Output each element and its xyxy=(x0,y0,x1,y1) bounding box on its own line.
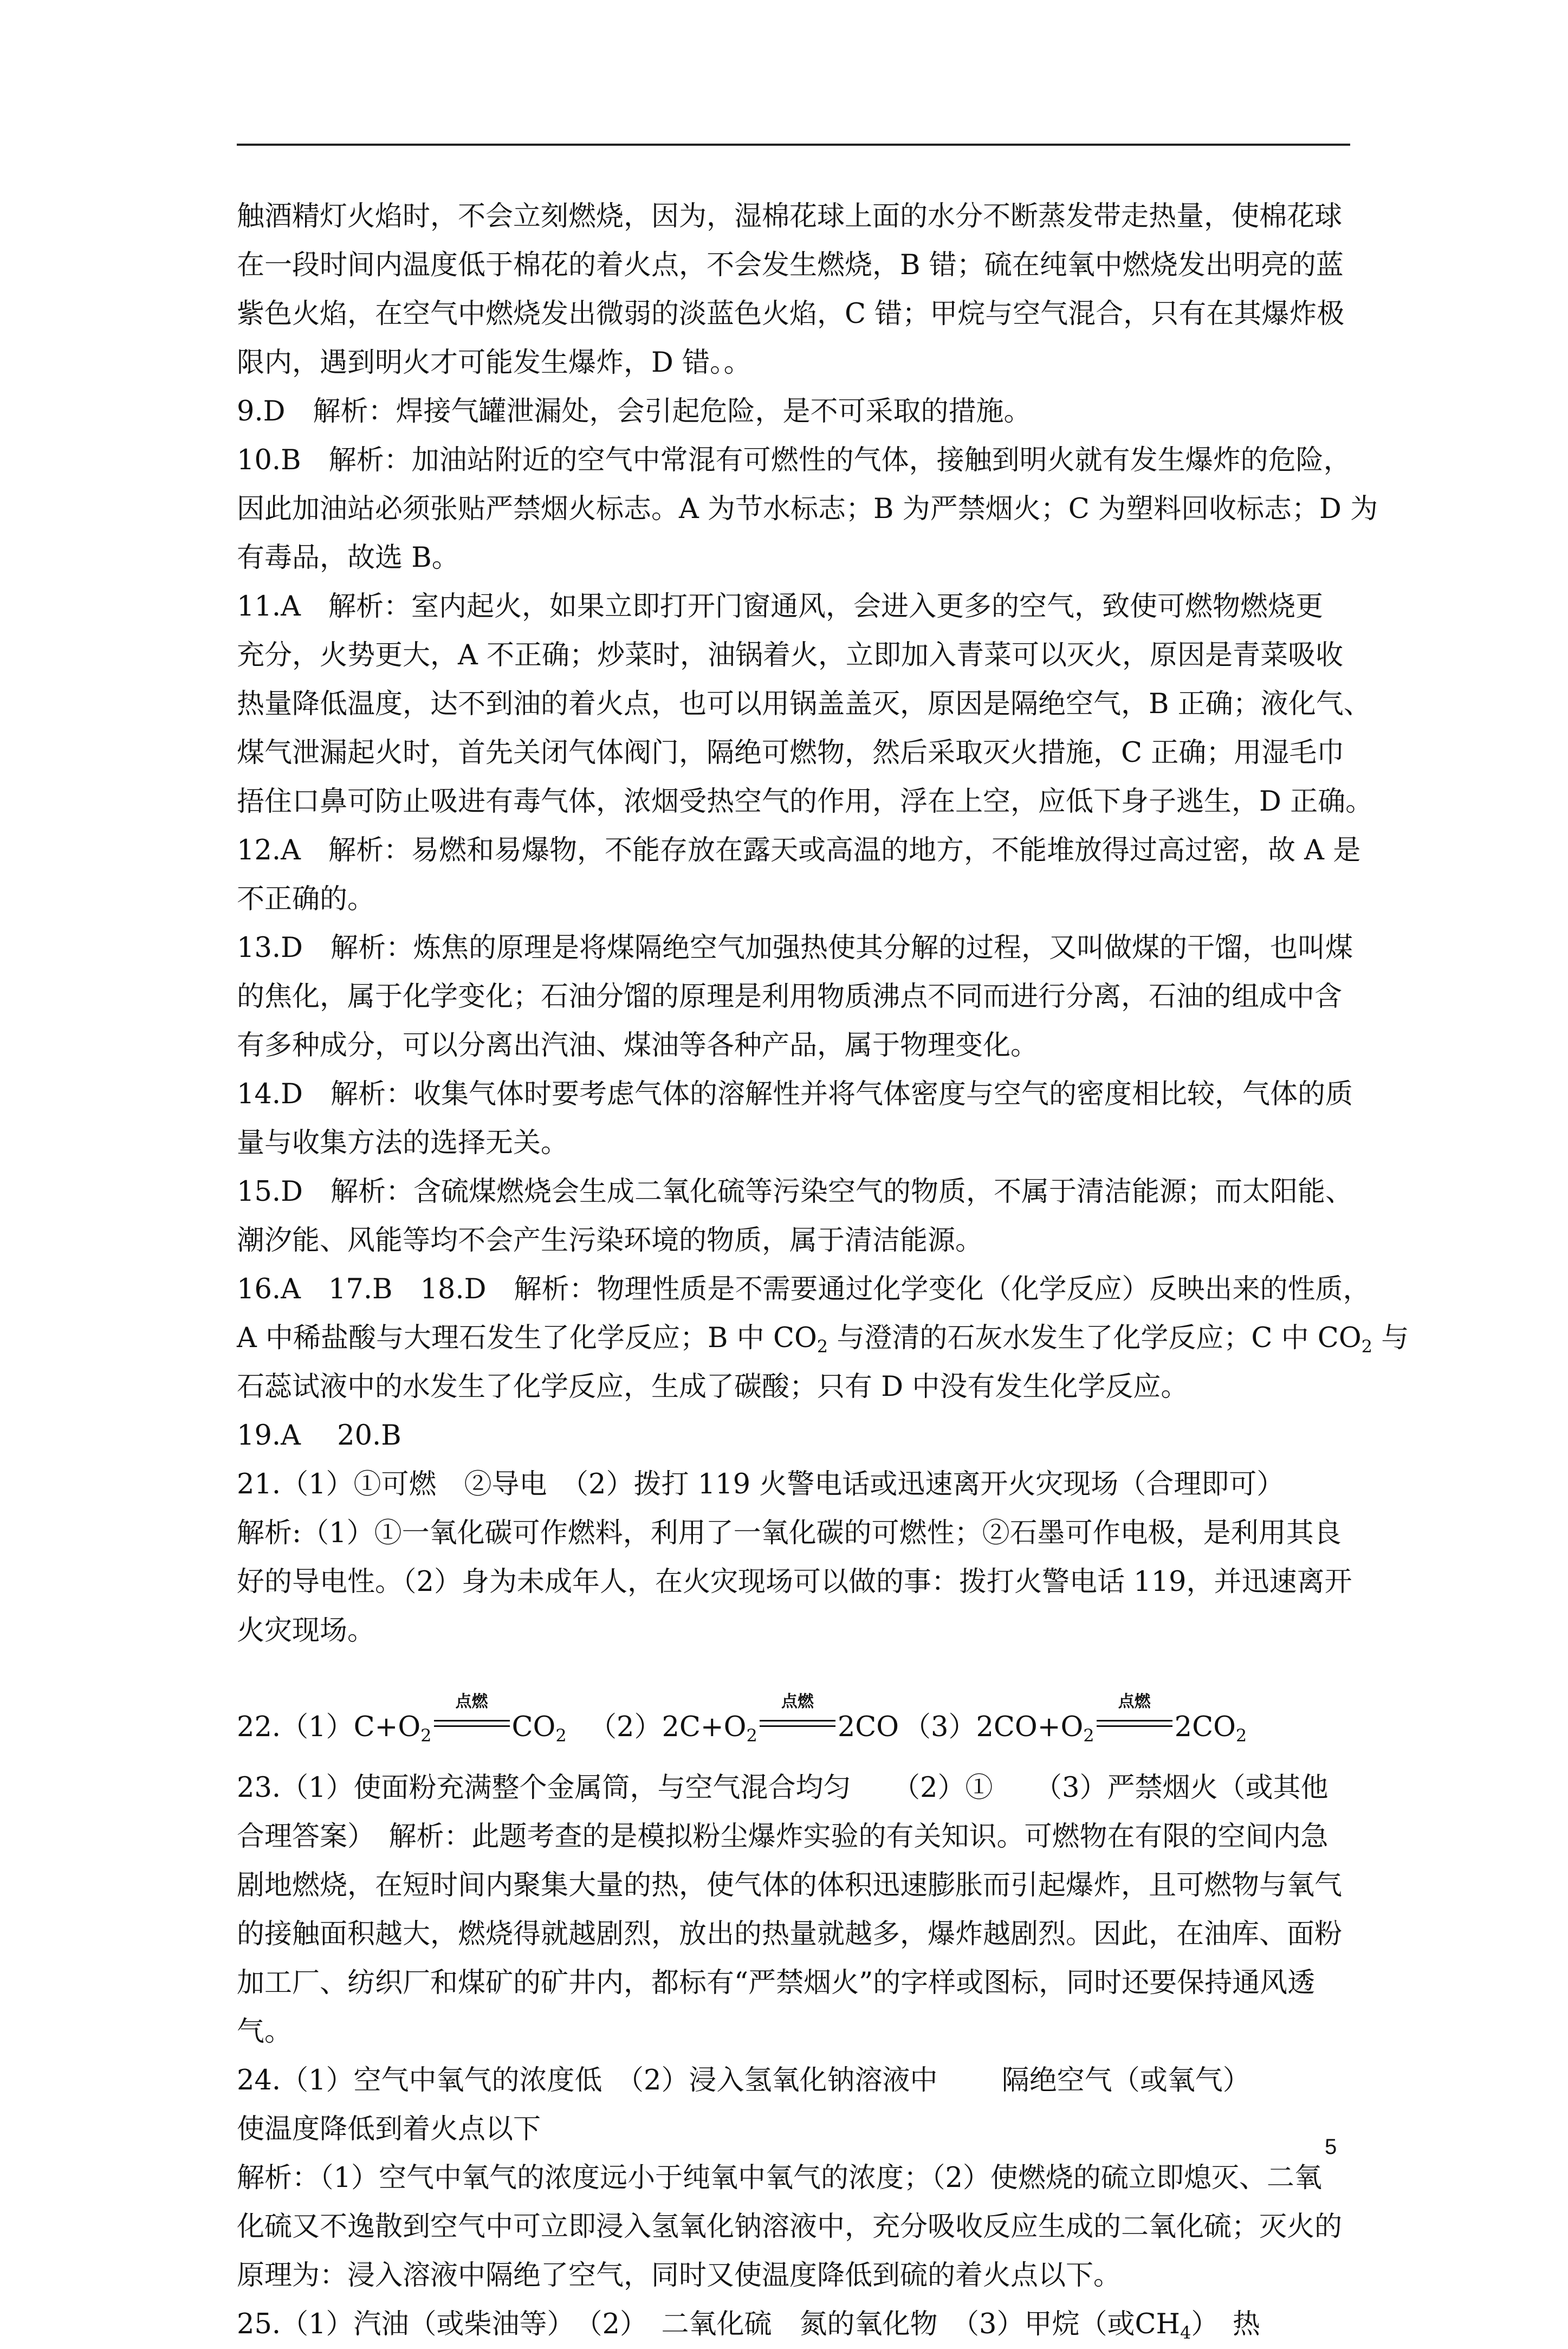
text-line: 的焦化，属于化学变化；石油分馏的原理是利用物质沸点不同而进行分离，石油的组成中含 xyxy=(237,981,1343,1013)
reaction-arrow: 点燃 xyxy=(1097,1708,1172,1740)
text-line: 在一段时间内温度低于棉花的着火点，不会发生燃烧，B 错；硫在纯氧中燃烧发出明亮的蓝 xyxy=(237,249,1344,281)
text-line: 捂住口鼻可防止吸进有毒气体，浓烟受热空气的作用，浮在上空，应低下身子逃生，D 正确。 xyxy=(237,786,1373,818)
text-line-co2: A 中稀盐酸与大理石发生了化学反应；B 中 $CO_2$ 与澄清的石灰水发生了化学反应；C 中 $CO_2$ 与 xyxy=(237,1322,1409,1357)
paragraph-block-c xyxy=(237,1764,1364,2300)
text-line: 气。 xyxy=(237,2016,293,2048)
equation-1: $22.(1)C+O_2$ 点燃 $CO_2$ xyxy=(237,1692,567,1746)
paragraph-block-a xyxy=(237,192,1378,1314)
text-line: 量与收集方法的选择无关。 xyxy=(237,1127,569,1159)
text-line: 24.（1）空气中氧气的浓度低 （2）浸入氢氧化钠溶液中 隔绝空气（或氧气） xyxy=(237,2065,1250,2096)
text-line: 9.D 解析：焊接气罐泄漏处，会引起危险，是不可采取的措施。 xyxy=(237,396,1032,428)
text-line: 10.B 解析：加油站附近的空气中常混有可燃性的气体，接触到明火就有发生爆炸的危险， xyxy=(237,444,1351,476)
text-line: 热量降低温度，达不到油的着火点，也可以用锅盖盖灭，原因是隔绝空气，B 正确；液化气、 xyxy=(237,688,1371,720)
equation-line-22 xyxy=(237,1688,1364,1748)
text-line: 有毒品，故选 B。 xyxy=(237,542,459,574)
text-line: 21.（1）①可燃 ②导电 （2）拨打 119 火警电话或迅速离开火灾现场（合理即可） xyxy=(237,1468,1285,1500)
text-line: 好的导电性。（2）身为未成年人，在火灾现场可以做的事：拨打火警电话 119，并迅速离开 xyxy=(237,1566,1352,1598)
text-line: 原理为：浸入溶液中隔绝了空气，同时又使温度降低到硫的着火点以下。 xyxy=(237,2260,1122,2292)
text-line: 不正确的。 xyxy=(237,883,375,915)
text-line: 使温度降低到着火点以下 xyxy=(237,2113,541,2145)
text-line: 煤气泄漏起火时，首先关闭气体阀门，隔绝可燃物，然后采取灭火措施，C 正确；用湿毛巾 xyxy=(237,737,1345,769)
reaction-arrow: 点燃 xyxy=(760,1708,835,1740)
text-line: 13.D 解析：炼焦的原理是将煤隔绝空气加强热使其分解的过程，又叫做煤的干馏，也叫煤 xyxy=(237,932,1353,964)
answer-text xyxy=(237,192,1409,2349)
text-line: 触酒精灯火焰时，不会立刻燃烧，因为，湿棉花球上面的水分不断蒸发带走热量，使棉花球 xyxy=(237,200,1343,232)
text-line: 解析：（1）空气中氧气的浓度远小于纯氧中氧气的浓度；（2）使燃烧的硫立即熄灭、二氧 xyxy=(237,2162,1322,2194)
paragraph-block-b xyxy=(237,1363,1364,1655)
equation-3: $(3)2CO+O_2$ 点燃 $2CO_2$ xyxy=(903,1692,1247,1746)
text-line: 化硫又不逸散到空气中可立即浸入氢氧化钠溶液中，充分吸收反应生成的二氧化硫；灭火的 xyxy=(237,2211,1343,2243)
text-line: 火灾现场。 xyxy=(237,1615,375,1647)
text-line: 紫色火焰，在空气中燃烧发出微弱的淡蓝色火焰，C 错；甲烷与空气混合，只有在其爆炸极 xyxy=(237,298,1345,330)
text-line: 潮汐能、风能等均不会产生污染环境的物质，属于清洁能源。 xyxy=(237,1225,983,1257)
reaction-arrow: 点燃 xyxy=(434,1708,510,1740)
text-line: 因此加油站必须张贴严禁烟火标志。A 为节水标志；B 为严禁烟火；C 为塑料回收标志；D 为 xyxy=(237,493,1378,525)
text-line: 19.A 20.B xyxy=(237,1420,401,1452)
text-line: 12.A 解析：易燃和易爆物，不能存放在露天或高温的地方，不能堆放得过高过密，故 A 是 xyxy=(237,834,1361,866)
text-line: 的接触面积越大，燃烧得就越剧烈，放出的热量就越多，爆炸越剧烈。因此，在油库、面粉 xyxy=(237,1918,1343,1950)
text-line: 限内，遇到明火才可能发生爆炸，D 错。。 xyxy=(237,347,751,379)
text-line: 加工厂、纺织厂和煤矿的矿井内，都标有“严禁烟火”的字样或图标，同时还要保持通风透 xyxy=(237,1967,1316,1999)
text-line-25: 25.（1）汽油（或柴油等） （2） 二氧化硫 氮的氧化物 （3）甲烷（或$CH_4$） 热 xyxy=(237,2308,1260,2343)
text-line: 14.D 解析：收集气体时要考虑气体的溶解性并将气体密度与空气的密度相比较，气体的质 xyxy=(237,1078,1353,1110)
text-line: 石蕊试液中的水发生了化学反应，生成了碳酸；只有 D 中没有发生化学反应。 xyxy=(237,1371,1189,1403)
text-line: 15.D 解析：含硫煤燃烧会生成二氧化硫等污染空气的物质，不属于清洁能源；而太阳能、 xyxy=(237,1176,1353,1208)
page-number: 5 xyxy=(1325,2135,1337,2159)
text-line: 23.（1）使面粉充满整个金属筒，与空气混合均匀 （2）① （3）严禁烟火（或其他 xyxy=(237,1772,1329,1804)
text-line: 有多种成分，可以分离出汽油、煤油等各种产品，属于物理变化。 xyxy=(237,1030,1039,1062)
text-line: 剧地燃烧，在短时间内聚集大量的热，使气体的体积迅速膨胀而引起爆炸，且可燃物与氧气 xyxy=(237,1869,1343,1901)
text-line: 充分，火势更大，A 不正确；炒菜时，油锅着火，立即加入青菜可以灭火，原因是青菜吸收 xyxy=(237,639,1344,671)
text-line: 11.A 解析：室内起火，如果立即打开门窗通风，会进入更多的空气，致使可燃物燃烧更 xyxy=(237,591,1323,623)
header-rule xyxy=(237,144,1350,146)
text-line: 解析:（1）①一氧化碳可作燃料，利用了一氧化碳的可燃性；②石墨可作电极，是利用其良 xyxy=(237,1517,1342,1549)
text-line: 16.A 17.B 18.D 解析：物理性质是不需要通过化学变化（化学反应）反映出来的性质， xyxy=(237,1273,1371,1305)
equation-2: $(2)2C+O_2$ 点燃 2CO xyxy=(589,1692,899,1746)
text-line: 合理答案） 解析：此题考查的是模拟粉尘爆炸实验的有关知识。可燃物在有限的空间内急 xyxy=(237,1821,1329,1853)
